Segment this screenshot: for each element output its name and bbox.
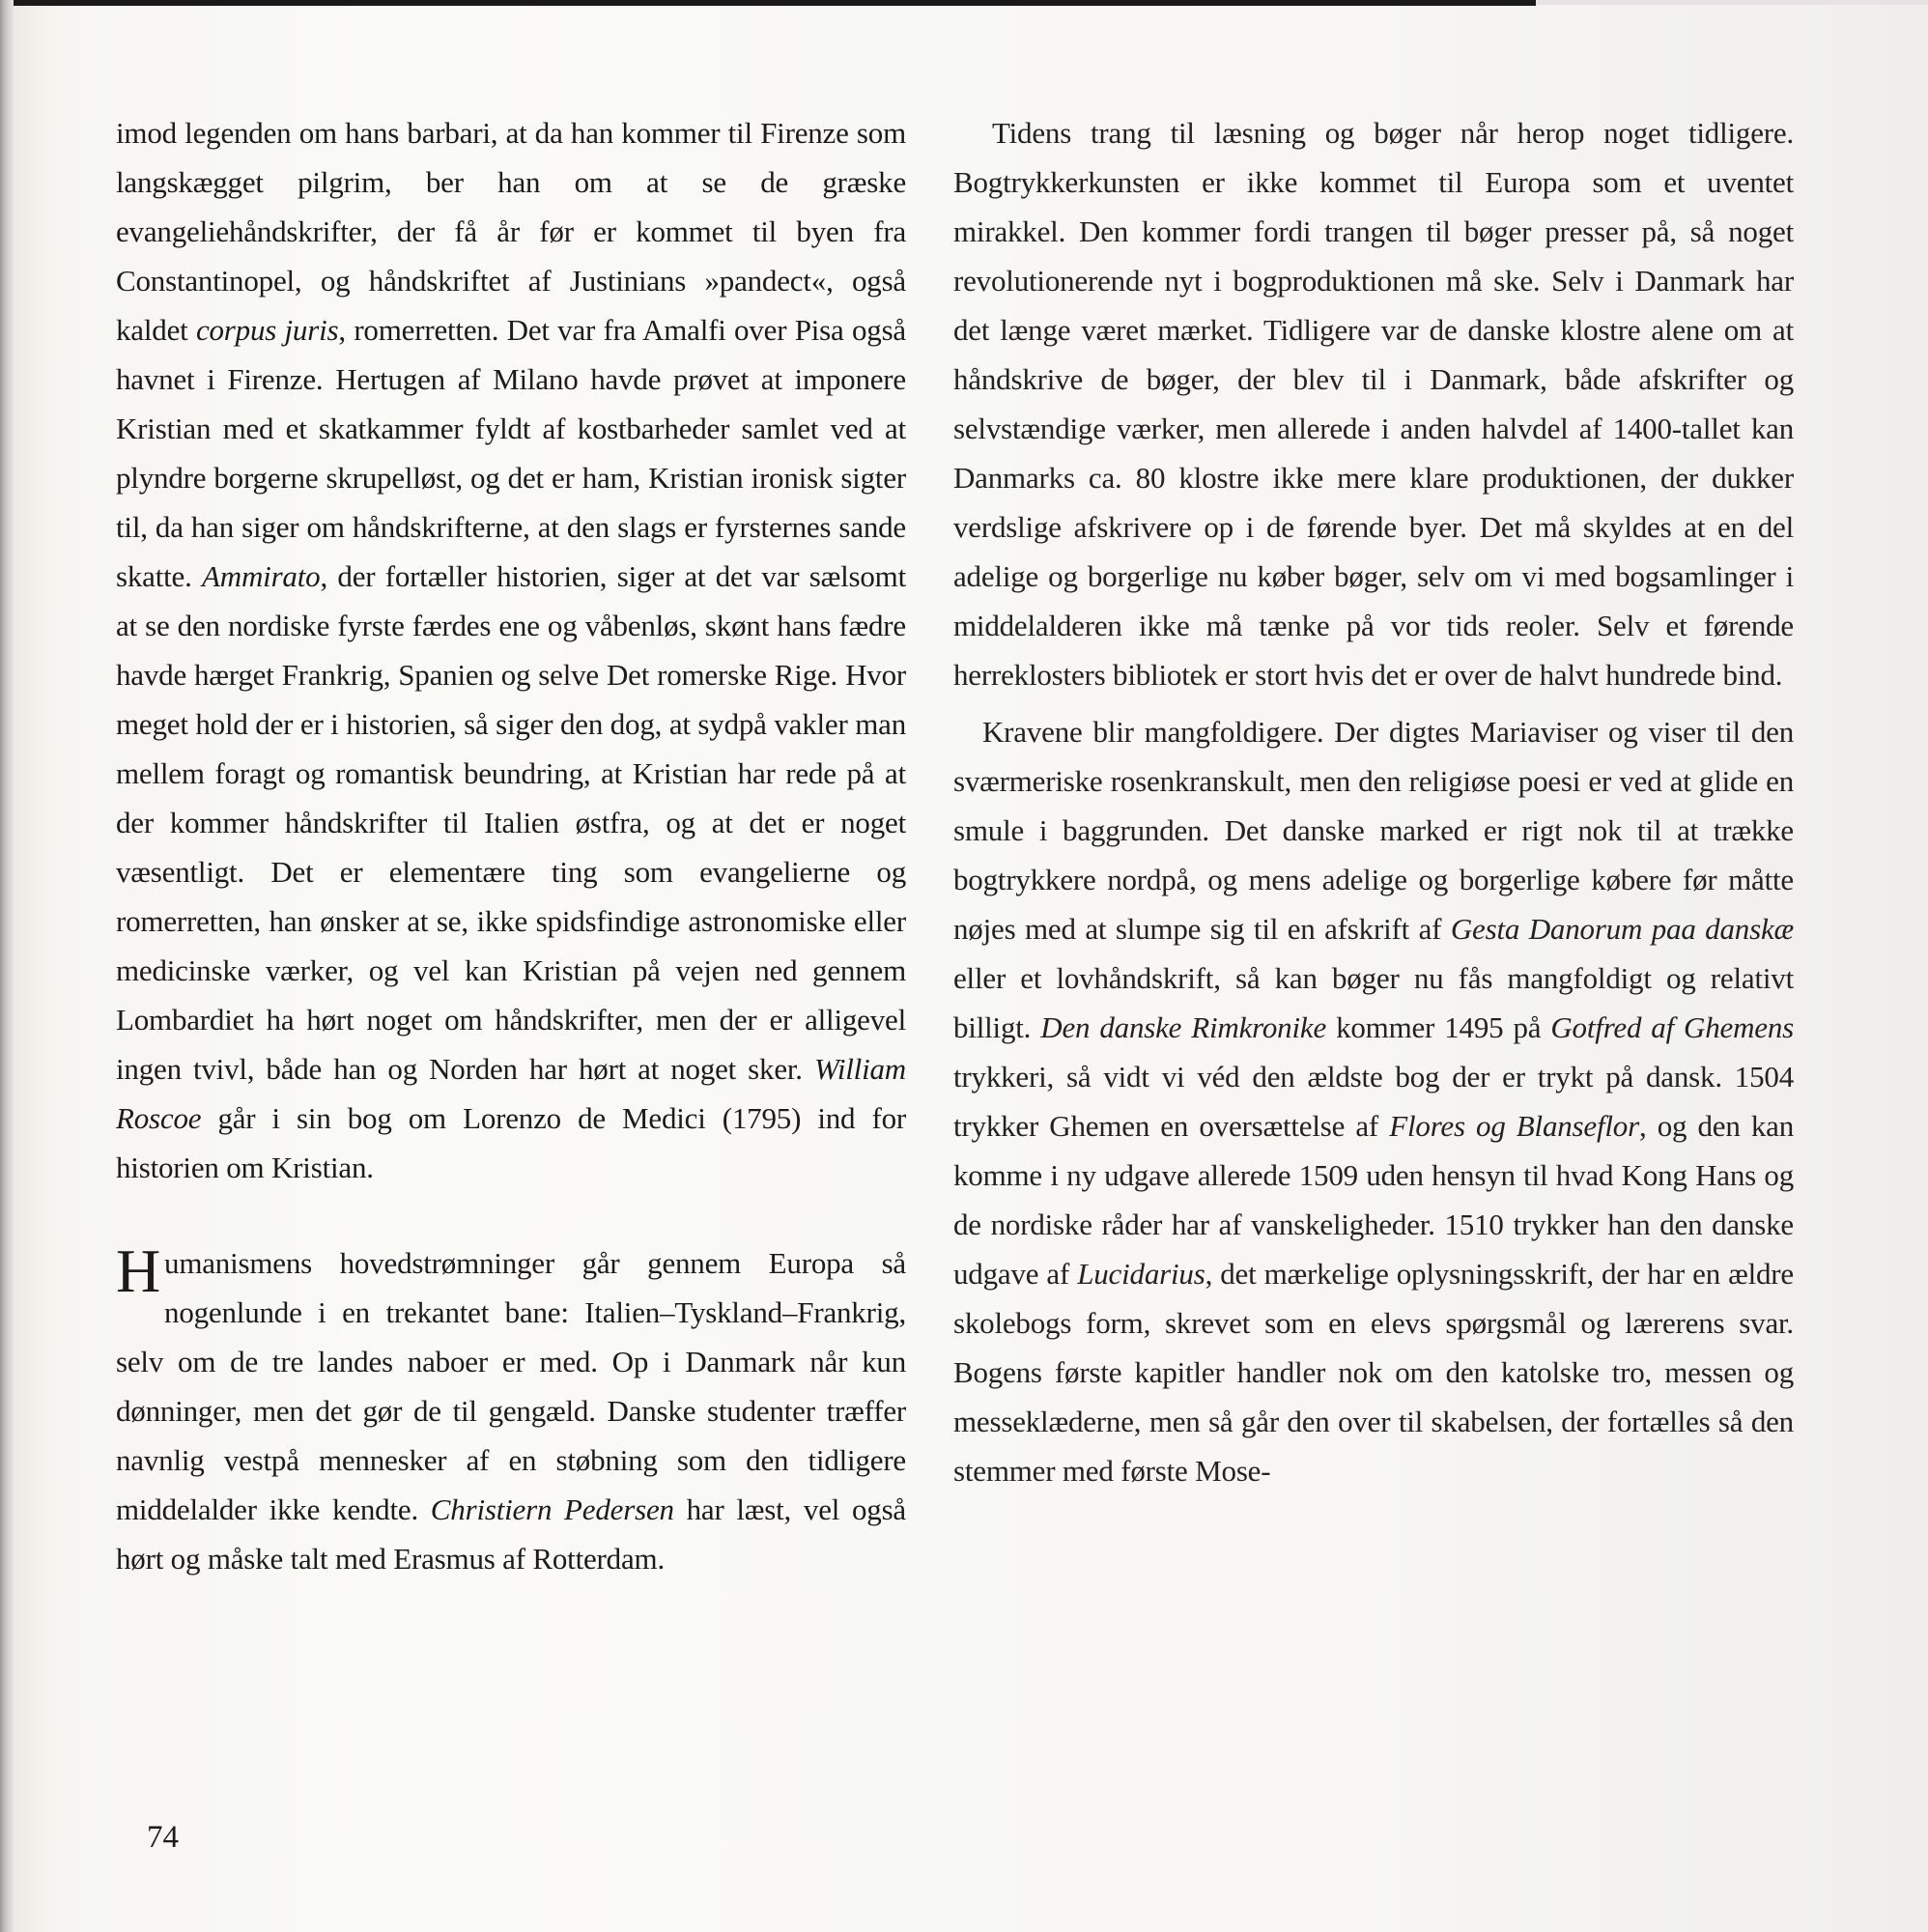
text-run: , der fortæller historien, siger at det var sælsomt at se den nordiske fyrste færdes ene og våbenløs, skønt hans fædre havde hærget Frankrig, Spanien og selve Det romerske Rige. Hvor meget hold der er i historien, så siger den dog, at sydpå vakler man mellem foragt og romantisk beundring, at Kristian har rede på at der kommer håndskrifter til Italien østfra, og at det er noget væsentligt. Det er elementære ting som evangelierne og romerretten, han ønsker at se, ikke spidsfindige astronomiske eller medicinske værker, og vel kan Kristian på vejen ned gennem Lombardiet ha hørt noget om håndskrifter, men der er alligevel ingen tvivl, både han og Norden har hørt at noget sker. xyxy=(116,559,906,1086)
top-edge-rule xyxy=(0,0,1536,6)
text-run: Tidens trang til læsning og bøger når herop noget tidligere. Bogtrykkerkunsten er ikke kommet til Europa som et uventet mirakkel. Den kommer fordi trangen til bøger presser på, så noget revolutionerende nyt i bogproduktionen må ske. Selv i Danmark har det længe været mærket. Tidligere var de danske klostre alene om at håndskrive de bøger, der blev til i Danmark, både afskrifter og selvstændige værker, men allerede i anden halvdel af 1400-tallet kan Danmarks ca. 80 klostre ikke mere klare produktionen, der dukker verdslige afskrivere op i de førende byer. Det må skyldes at en del adelige og borgerlige nu køber bøger, selv om vi med bogsamlinger i middelalderen ikke må tænke på vor tids reoler. Selv et førende herreklosters bibliotek er stort hvis det er over de halvt hundrede bind. xyxy=(953,116,1794,692)
book-binding-edge xyxy=(0,0,14,1932)
italic-run: Lucidarius xyxy=(1077,1257,1205,1291)
text-run: går i sin bog om Lorenzo de Medici (1795) ind for historien om Kristian. xyxy=(116,1101,906,1184)
italic-run: corpus juris xyxy=(195,313,339,347)
right-text-column xyxy=(953,108,1794,1495)
text-run: umanismens hovedstrømninger går gennem Europa så nogenlunde i en trekantet bane: Italien–Tyskland–Frankrig, selv om de tre landes naboer er med. Op i Danmark når kun dønninger, men det gør de til gengæld. Danske studenter træffer navnlig vestpå mennesker af en støbning som den tidligere middelalder ikke kendte. xyxy=(116,1246,906,1526)
left-paragraph-1 xyxy=(116,108,906,1192)
text-run: Kravene blir mangfoldigere. Der digtes Mariaviser og viser til den sværmeriske rosenkranskult, men den religiøse poesi er ved at glide en smule i baggrunden. Det danske marked er rigt nok til at trække bogtrykkere nordpå, og mens adelige og borgerlige købere før måtte nøjes med at slumpe sig til en afskrift af xyxy=(953,715,1794,946)
text-run: har læst, vel også hørt og måske talt med Erasmus af Rotterdam. xyxy=(116,1492,906,1576)
text-run: , og den kan komme i ny udgave allerede 1509 uden hensyn til hvad Kong Hans og de nordiske råder har af vanskeligheder. 1510 trykker han den danske udgave af xyxy=(953,1109,1794,1291)
text-run: kommer 1495 på xyxy=(1326,1010,1551,1044)
italic-run: Gotfred af Ghemens xyxy=(1550,1010,1795,1044)
text-run: , det mærkelige oplysningsskrift, der har en ældre skolebogs form, skrevet som en elevs spørgsmål og lærerens svar. Bogens første kapitler handler nok om den katolske tro, messen og messeklæderne, men så går den over til skabelsen, der fortælles så den stemmer med første Mose- xyxy=(953,1257,1794,1488)
right-paragraph-1 xyxy=(953,108,1794,699)
italic-run: Gesta Danorum paa danskæ xyxy=(1450,912,1794,946)
italic-run: Den danske Rimkronike xyxy=(1040,1010,1327,1044)
text-run: , romerretten. Det var fra Amalfi over Pisa også havnet i Firenze. Hertugen af Milano havde prøvet at imponere Kristian med et skatkammer fyldt af kostbarheder samlet ved at plyndre borgerne skrupelløst, og det er ham, Kristian ironisk sigter til, da han siger om håndskrifterne, at den slags er fyrsternes sande skatte. xyxy=(116,313,906,593)
italic-run: Flores og Blanseflor xyxy=(1389,1109,1639,1143)
left-paragraph-2-text xyxy=(116,1236,906,1576)
italic-run: William Roscoe xyxy=(116,1052,906,1135)
left-text-column xyxy=(116,108,906,1583)
left-paragraph-2 xyxy=(116,1238,906,1583)
italic-run: Christiern Pedersen xyxy=(430,1492,674,1526)
italic-run: Ammirato xyxy=(202,559,321,593)
text-run: trykkeri, så vidt vi véd den ældste bog der er trykt på dansk. 1504 trykker Ghemen en oversættelse af xyxy=(953,1060,1794,1143)
top-edge-margin xyxy=(1536,0,1928,5)
text-run: imod legenden om hans barbari, at da han kommer til Firenze som langskægget pilgrim, ber han om at se de græske evangeliehåndskrifter, der få år før er kommet til byen fra Constantinopel, og håndskriftet af Justinians »pandect«, også kaldet xyxy=(116,116,906,347)
drop-cap: H xyxy=(116,1236,161,1305)
page-number: 74 xyxy=(147,1820,179,1855)
text-run: eller et lovhåndskrift, så kan bøger nu fås mangfoldigt og relativt billigt. xyxy=(953,961,1794,1044)
right-paragraph-2 xyxy=(953,707,1794,1495)
